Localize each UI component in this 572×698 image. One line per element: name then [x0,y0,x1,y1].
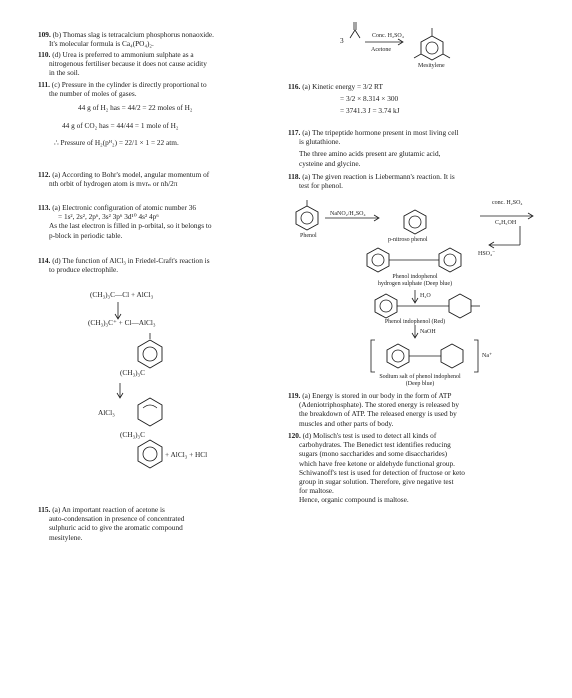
counter-ion-label: HSO₄⁻ [478,251,496,257]
reagent-label: C₆H₅OH [495,220,517,226]
reaction-label: (CH₃)₃C [120,430,145,439]
answer-text: (a) An important reaction of acetone is [52,505,165,514]
reaction-products: + AlCl₃ + HCl [165,450,208,459]
answer-text: Schiwanoff's test is used for detection of fructose or keto [299,467,465,477]
product-label: (Deep blue) [405,381,435,387]
equation: 44 g of H₂ has = 44/2 = 22 moles of H₂ [78,103,193,113]
equation: 44 g of CO₂ has = 44/44 = 1 mole of H₂ [62,120,179,130]
phenol-ring-icon [296,200,318,230]
answer-text: sulphuric acid to give the aromatic compound [49,523,183,533]
question-number: 109. [38,30,51,39]
answer-text: which have free ketone or aldehyde functional group. [299,458,456,468]
answer-text: muscles and other parts of body. [299,418,394,428]
answer-text: nitrogenous fertiliser because it does not cause acidity [49,59,207,69]
answer-text: the breakdown of ATP. The released energy is used by [299,409,457,419]
question-number: 115. [38,505,51,514]
product-label: hydrogen sulphate (Deep blue) [377,281,453,287]
answer-text: (b) Thomas slag is tetracalcium phosphorus nonaoxide. [52,30,214,39]
product-label: Phenol indophenol (Red) [384,319,446,325]
question-number: 117. [288,128,301,137]
question-number: 114. [38,256,51,265]
question-number: 116. [288,82,301,91]
answer-text: (a) The given reaction is Liebermann's reaction. It is [302,172,455,181]
answer-text: mesitylene. [49,532,83,542]
question-number: 120. [288,431,301,440]
equation: ∴ Pressure of H₂(pᴴ₂) = 22/1 × 1 = 22 atm. [54,137,179,147]
answer-text: nth orbit of hydrogen atom is mvrₙ or nh/2π [49,179,178,189]
phenol-label: Phenol [300,233,317,239]
sodium-salt-structure-icon [371,340,478,372]
answer-119 [288,391,540,428]
answer-text: group in sugar solution. Therefore, give negative test [299,477,454,487]
answer-text: The three amino acids present are glutamic acid, [299,149,441,159]
mole-count: 3 [340,36,344,45]
answer-text: cysteine and glycine. [299,158,361,168]
reaction-intermediates: (CH₃)₃C⁺ + Cl—AlCl₃ [88,318,156,327]
answer-text: (d) The function of AlCl₃ in Friedel-Craft's reaction is [52,256,210,265]
answer-text: It's molecular formula is Ca₄(PO₄)₂. [49,39,154,49]
equation: = 3/2 × 8.314 × 300 [340,94,399,104]
reaction-label: (CH₃)₃C [120,368,145,377]
question-number: 111. [38,80,50,89]
question-number: 110. [38,50,51,59]
answer-text: in the soil. [49,68,80,78]
equation: = 3741.3 J = 3.74 kJ [340,106,400,116]
answer-text: (d) Urea is preferred to ammonium sulphate as a [52,50,194,59]
answer-text: (a) Electronic configuration of atomic number 36 [52,203,197,212]
question-number: 119. [288,391,301,400]
answer-text: (a) Kinetic energy = 3/2 RT [302,82,383,91]
answer-text: (a) According to Bohr's model, angular momentum of [52,170,210,179]
answer-text: (d) Molisch's test is used to detect all kinds of [302,431,437,440]
answer-text: (c) Pressure in the cylinder is directly proportional to [51,80,207,89]
answer-text: sugars (mono saccharides and some disaccharides) [299,449,448,459]
answer-text: As the last electron is filled in p-orbital, so it belongs to [49,221,212,231]
reagent-label: NaOH [420,329,436,335]
answer-text: auto-condensation in presence of concentrated [49,514,185,524]
reaction-reactants: (CH₃)₃C—Cl + AlCl₃ [90,290,154,299]
answer-text: (Adeniotriphosphate). The stored energy is released by [299,400,460,410]
answer-text: (a) The tripeptide hormone present in most living cell [302,128,459,137]
reagent-label: conc. H₂SO₄ [492,200,523,206]
question-number: 112. [38,170,51,179]
counter-ion-label: Na⁺ [482,353,493,359]
product-label: Mesitylene [418,63,445,69]
answer-text: test for phenol. [299,181,343,191]
answer-text: p-block in periodic table. [49,230,123,240]
answer-text: (a) Energy is stored in our body in the form of ATP [302,391,452,400]
answer-text: is glutathione. [299,137,341,147]
product-label: p-nitroso phenol [388,237,428,243]
equation: = 1s², 2s², 2p⁶, 3s² 3p⁶ 3d¹⁰ 4s² 4p⁶ [58,212,159,222]
answer-120 [288,431,540,505]
answer-text: for maltose. [299,486,334,496]
question-number: 118. [288,172,301,181]
reagent-label: NaNO₂/H₂SO₄ [330,211,366,217]
product-label: Sodium salt of phenol indophenol [379,374,461,380]
product-label: Phenol indophenol [392,274,438,280]
indophenol-structure-icon [367,248,461,272]
question-number: 113. [38,203,51,212]
nitroso-phenol-ring-icon [404,210,426,234]
reactant-label: Acetone [371,47,391,53]
answer-text: the number of moles of gases. [49,89,137,99]
answer-text: carbohydrates. The Benedict test identifies reducing [299,440,451,450]
reaction-label: AlCl₃ [98,408,115,417]
reagent-label: Conc. H₂SO₄ [372,33,404,39]
reagent-label: H₂O [420,293,431,299]
answer-text: Hence, organic compound is maltose. [299,495,409,505]
answer-text: to produce electrophile. [49,265,119,275]
